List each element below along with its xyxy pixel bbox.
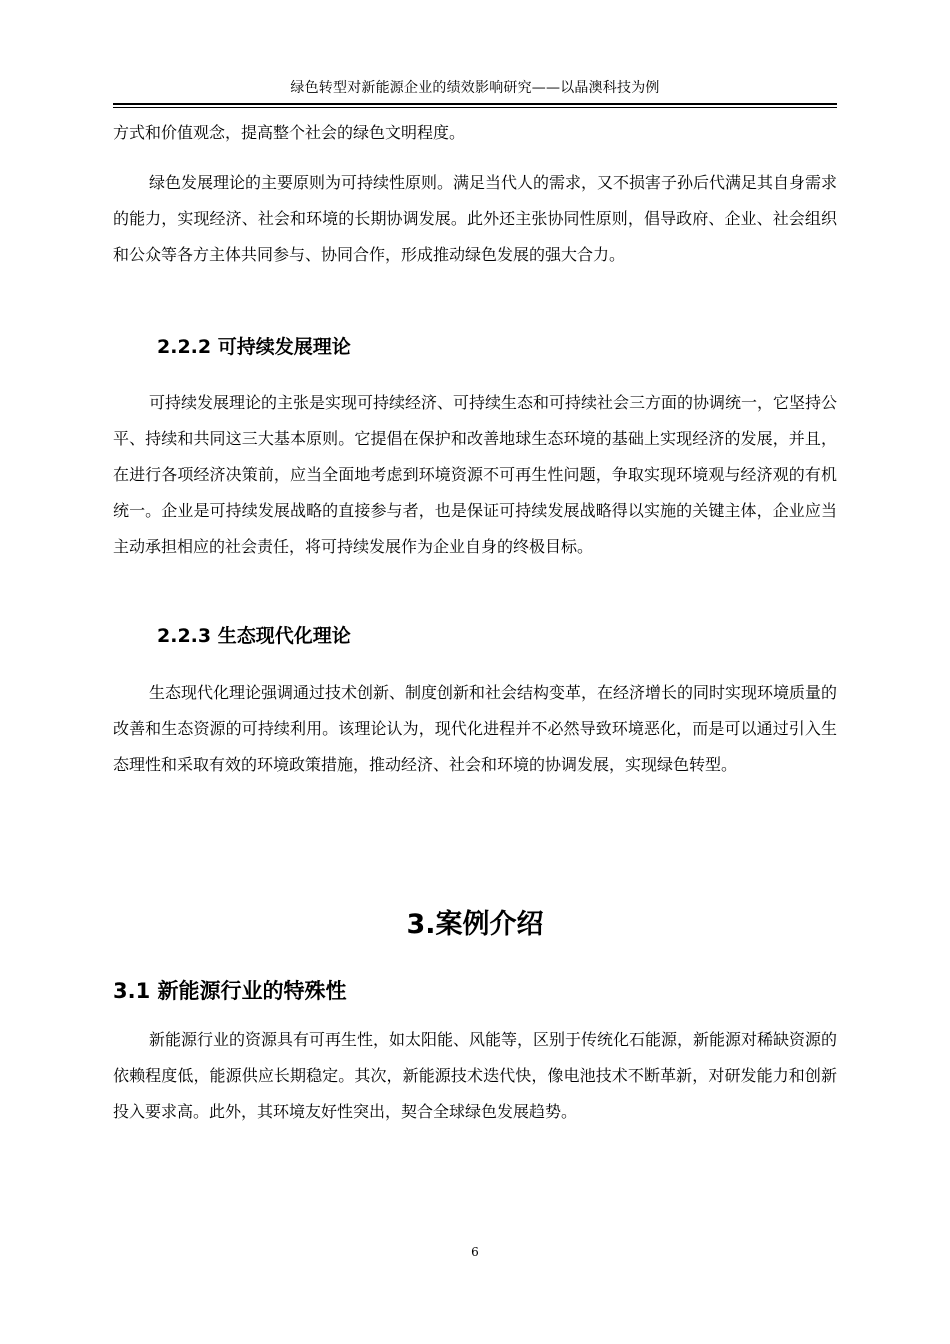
header-rule-thin (113, 107, 837, 108)
paragraph-sustainable-development: 可持续发展理论的主张是实现可持续经济、可持续生态和可持续社会三方面的协调统一，它坚持公平、持续和共同这三大基本原则。它提倡在保护和改善地球生态环境的基础上实现经济的发展，并且，在进行各项经济决策前，应当全面地考虑到环境资源不可再生性问题，争取实现环境观与经济观的有机统一。企业是可持续发展战略的直接参与者，也是保证可持续发展战略得以实施的关键主体，企业应当主动承担相应的社会责任，将可持续发展作为企业自身的终极目标。 (113, 393, 838, 556)
heading-2-2-2: 2.2.2 可持续发展理论 (157, 336, 351, 358)
header-rule (113, 103, 837, 105)
heading-2-2-3: 2.2.3 生态现代化理论 (157, 625, 351, 647)
paragraph-ecological-modernization: 生态现代化理论强调通过技术创新、制度创新和社会结构变革，在经济增长的同时实现环境质量的改善和生态资源的可持续利用。该理论认为，现代化进程并不必然导致环境恶化，而是可以通过引入生态理性和采取有效的环境政策措施，推动经济、社会和环境的协调发展，实现绿色转型。 (113, 683, 838, 774)
paragraph-new-energy-industry: 新能源行业的资源具有可再生性，如太阳能、风能等，区别于传统化石能源，新能源对稀缺资源的依赖程度低，能源供应长期稳定。其次，新能源技术迭代快，像电池技术不断革新，对研发能力和创新投入要求高。此外，其环境友好性突出，契合全球绿色发展趋势。 (113, 1030, 838, 1121)
heading-3-1: 3.1 新能源行业的特殊性 (113, 979, 347, 1003)
page-number: 6 (471, 1245, 479, 1259)
running-header: 绿色转型对新能源企业的绩效影响研究——以晶澳科技为例 (290, 80, 660, 96)
chapter-title: 3.案例介绍 (406, 909, 544, 940)
paragraph-continuation: 方式和价值观念，提高整个社会的绿色文明程度。 (113, 123, 466, 142)
paragraph-green-development-principles: 绿色发展理论的主要原则为可持续性原则。满足当代人的需求，又不损害子孙后代满足其自身需求的能力，实现经济、社会和环境的长期协调发展。此外还主张协同性原则，倡导政府、企业、社会组织和公众等各方主体共同参与、协同合作，形成推动绿色发展的强大合力。 (113, 173, 838, 264)
